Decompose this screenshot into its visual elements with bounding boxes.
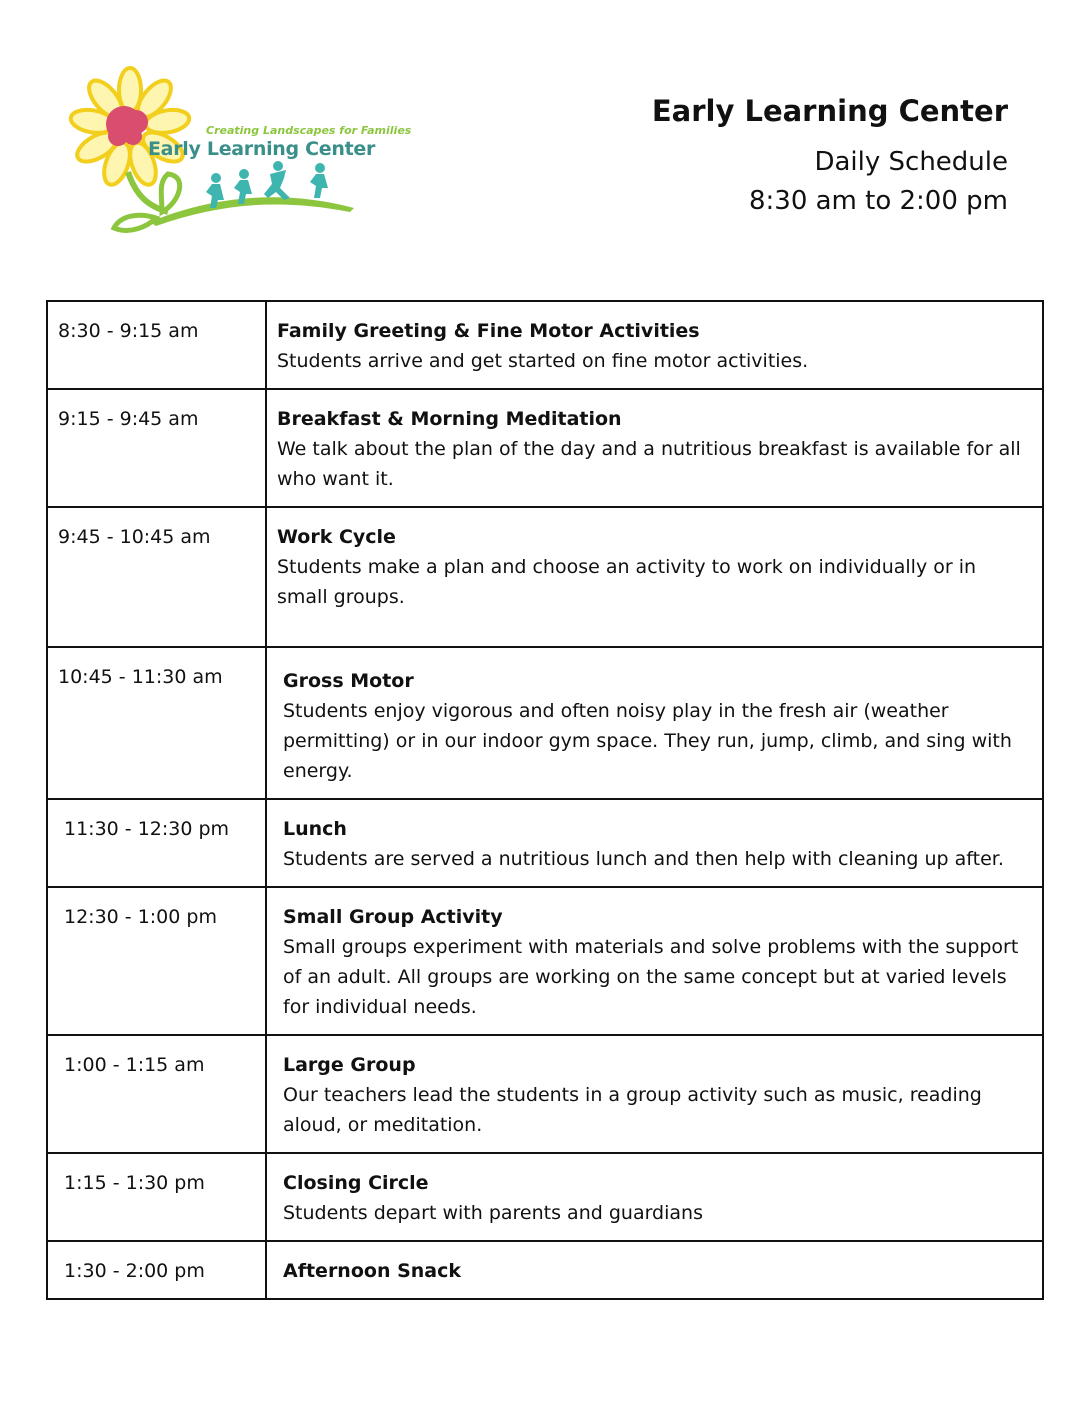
logo [58, 66, 412, 238]
schedule-hours: 8:30 am to 2:00 pm [748, 185, 1008, 216]
activity-description: Our teachers lead the students in a group activity such as music, reading aloud, or meditation. [283, 1084, 982, 1136]
time-cell: 9:45 - 10:45 am [47, 507, 266, 647]
activity-cell [266, 389, 1043, 507]
activity-title: Work Cycle [277, 526, 396, 548]
activity-description: Students enjoy vigorous and often noisy play in the fresh air (weather permitting) or in our indoor gym space. They run, jump, climb, and sing with energy. [283, 700, 1012, 782]
activity-title: Closing Circle [283, 1172, 429, 1194]
table-row [47, 507, 1043, 647]
activity-description: Students are served a nutritious lunch and then help with cleaning up after. [283, 848, 1004, 870]
time-cell: 9:15 - 9:45 am [47, 389, 266, 507]
activity-title: Small Group Activity [283, 906, 503, 928]
time-cell: 1:00 - 1:15 am [47, 1035, 266, 1153]
activity-cell [266, 301, 1043, 389]
activity-title: Gross Motor [283, 670, 414, 692]
activity-cell [266, 1241, 1043, 1299]
page-header [652, 94, 1008, 221]
schedule-table [46, 300, 1044, 1300]
activity-description: Students make a plan and choose an activity to work on individually or in small groups. [277, 556, 977, 608]
table-row [47, 647, 1043, 799]
time-cell: 12:30 - 1:00 pm [47, 887, 266, 1035]
page-subtitle: Daily Schedule [814, 146, 1008, 177]
activity-cell [266, 1035, 1043, 1153]
activity-cell [266, 799, 1043, 887]
activity-cell [266, 507, 1043, 647]
logo-name: Early Learning Center [148, 138, 376, 160]
activity-description: Students arrive and get started on fine motor activities. [277, 350, 809, 372]
activity-title: Large Group [283, 1054, 416, 1076]
table-row [47, 799, 1043, 887]
activity-description: Small groups experiment with materials and solve problems with the support of an adult. All groups are working on the same concept but at varied levels for individual needs. [283, 936, 1019, 1018]
time-cell: 10:45 - 11:30 am [47, 647, 266, 799]
activity-title: Afternoon Snack [283, 1260, 462, 1282]
table-row [47, 389, 1043, 507]
time-cell: 1:30 - 2:00 pm [47, 1241, 266, 1299]
table-row [47, 301, 1043, 389]
table-row [47, 1153, 1043, 1241]
time-cell: 1:15 - 1:30 pm [47, 1153, 266, 1241]
page-title: Early Learning Center [651, 94, 1008, 128]
table-row [47, 1241, 1043, 1299]
logo-tagline: Creating Landscapes for Families [206, 124, 412, 137]
activity-cell [266, 647, 1043, 799]
activity-description: Students depart with parents and guardians [283, 1202, 703, 1224]
activity-title: Breakfast & Morning Meditation [277, 408, 622, 430]
time-cell: 8:30 - 9:15 am [47, 301, 266, 389]
table-row [47, 887, 1043, 1035]
activity-title: Lunch [283, 818, 347, 840]
time-cell: 11:30 - 12:30 pm [47, 799, 266, 887]
activity-cell [266, 887, 1043, 1035]
activity-description: We talk about the plan of the day and a nutritious breakfast is available for all who want it. [277, 438, 1021, 490]
table-row [47, 1035, 1043, 1153]
activity-title: Family Greeting & Fine Motor Activities [277, 320, 700, 342]
activity-cell [266, 1153, 1043, 1241]
